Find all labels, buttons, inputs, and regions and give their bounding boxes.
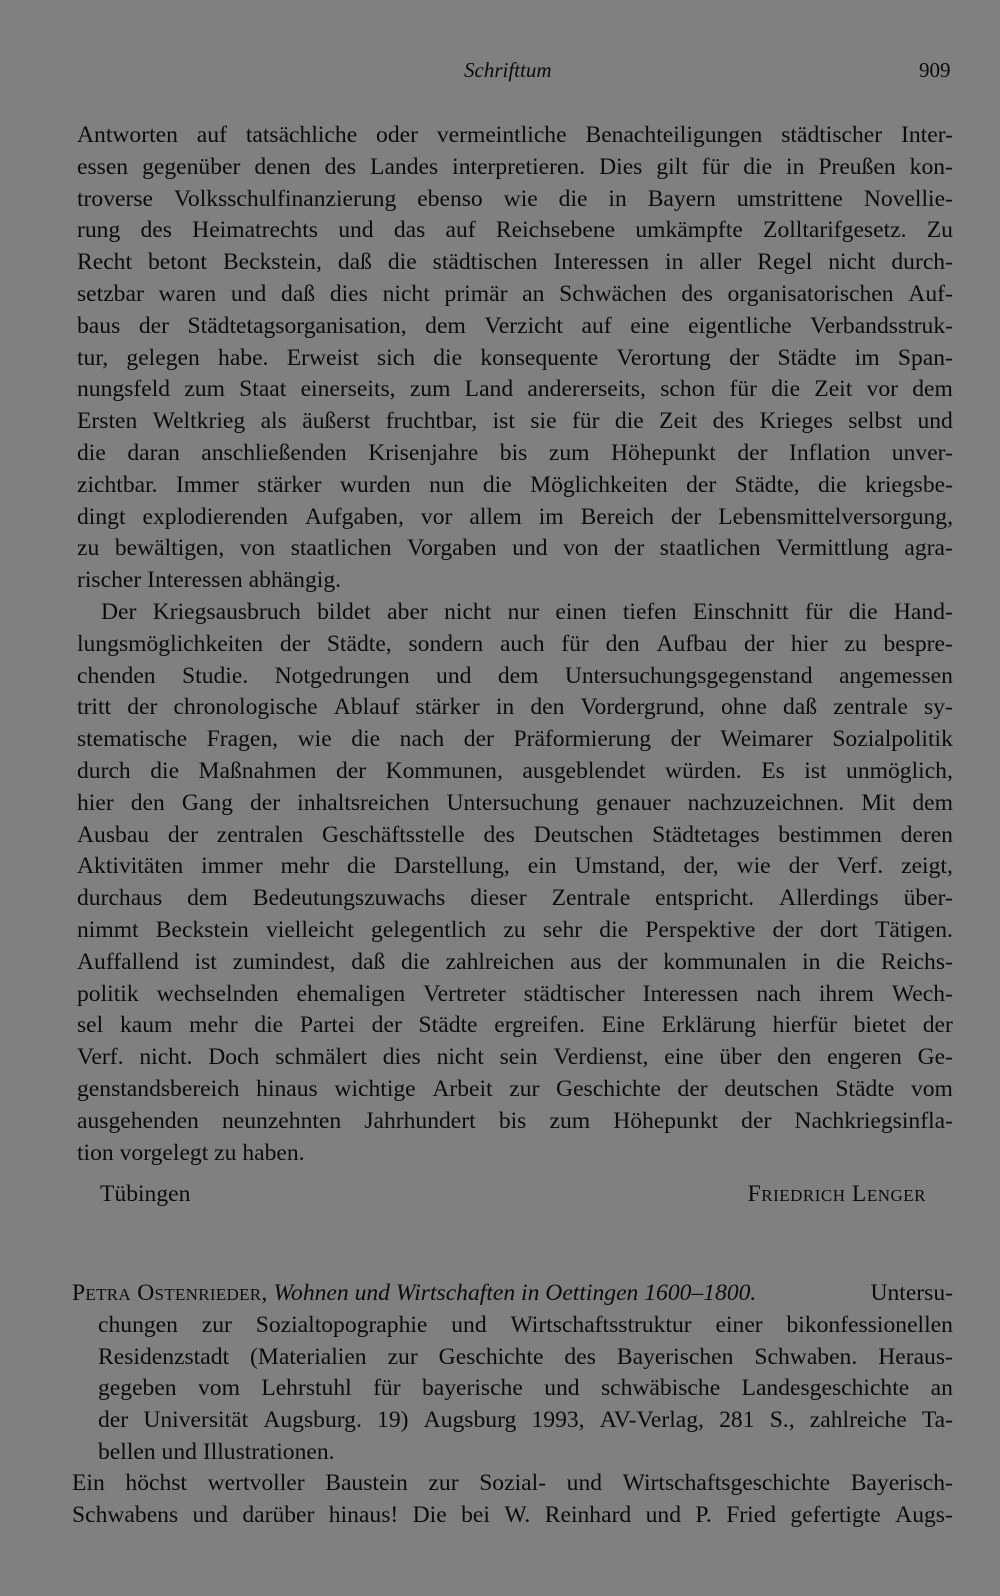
second-review-body	[72, 1468, 953, 1532]
text-line: nimmt Beckstein vielleicht gelegentlich zu sehr die Perspektive der dort Tätigen.	[77, 916, 953, 943]
text-line: rung des Heimatrechts und das auf Reichsebene umkämpfte Zolltarifgesetz. Zu	[77, 217, 953, 244]
text-line: sel kaum mehr die Partei der Städte ergreifen. Eine Erklärung hierfür bietet der	[77, 1012, 953, 1039]
text-line: Aktivitäten immer mehr die Darstellung, ein Umstand, der, wie der Verf. zeigt,	[77, 853, 953, 880]
text-line: troverse Volksschulfinanzierung ebenso wie die in Bayern umstrittene Novellie-	[77, 185, 953, 212]
text-line: stematische Fragen, wie die nach der Präformierung der Weimarer Sozialpolitik	[77, 726, 953, 753]
text-line: setzbar waren und daß dies nicht primär an Schwächen des organisatorischen Auf-	[77, 280, 953, 307]
text-line: tur, gelegen habe. Erweist sich die konsequente Verortung der Städte im Span-	[77, 344, 953, 371]
text-line: rischer Interessen abhängig.	[77, 567, 342, 594]
book-title: Wohnen und Wirtschaften in Oettingen 1600–1800.	[273, 1280, 757, 1306]
reviewer-name: Friedrich Lenger	[747, 1181, 926, 1207]
text-line: Ersten Weltkrieg als äußerst fruchtbar, ist sie für die Zeit des Krieges selbst und	[77, 408, 953, 435]
citation-line: gegeben vom Lehrstuhl für bayerische und schwäbische Landesgeschichte an	[98, 1375, 953, 1402]
text-line: Der Kriegsausbruch bildet aber nicht nur einen tiefen Einschnitt für die Hand-	[101, 598, 953, 625]
text-line: tritt der chronologische Ablauf stärker in den Vordergrund, ohne daß zentrale sy-	[77, 694, 953, 721]
text-line: Ausbau der zentralen Geschäftsstelle des Deutschen Städtetages bestimmen deren	[77, 821, 953, 848]
text-line: dingt explodierenden Aufgaben, vor allem im Bereich der Lebensmittelversorgung,	[77, 503, 953, 530]
citation-line: Residenzstadt (Materialien zur Geschichte des Bayerischen Schwaben. Heraus-	[98, 1343, 953, 1370]
text-line: nungsfeld zum Staat einerseits, zum Land andererseits, schon für die Zeit vor dem	[77, 376, 953, 403]
citation-text: Untersu-	[870, 1280, 953, 1306]
text-line: tion vorgelegt zu haben.	[77, 1139, 305, 1166]
citation-first-line	[72, 1278, 953, 1310]
text-line: Auffallend ist zumindest, daß die zahlreichen aus der kommunalen in die Reichs-	[77, 948, 953, 975]
text-line: Ein höchst wertvoller Baustein zur Sozial- und Wirtschaftsgeschichte Bayerisch-	[72, 1470, 953, 1496]
text-line: durch die Maßnahmen der Kommunen, ausgeblendet würden. Es ist unmöglich,	[77, 757, 953, 784]
text-line: baus der Städtetagsorganisation, dem Verzicht auf eine eigentliche Verbandsstruk-	[77, 312, 953, 339]
text-line: ausgehenden neunzehnten Jahrhundert bis zum Höhepunkt der Nachkriegsinfla-	[77, 1107, 953, 1134]
text-line: Recht betont Beckstein, daß die städtischen Interessen in aller Regel nicht durch-	[77, 249, 953, 276]
signature-place: Tübingen	[100, 1181, 191, 1207]
citation-line: bellen und Illustrationen.	[98, 1438, 335, 1465]
text-line: zu bewältigen, von staatlichen Vorgaben und von der staatlichen Vermittlung agra-	[77, 535, 953, 562]
text-line: lungsmöglichkeiten der Städte, sondern auch für den Aufbau der hier zu bespre-	[77, 630, 953, 657]
text-line: Schwabens und darüber hinaus! Die bei W. Reinhard und P. Fried gefertigte Augs-	[72, 1501, 953, 1528]
text-line: zichtbar. Immer stärker wurden nun die Möglichkeiten der Städte, die kriegsbe-	[77, 471, 953, 498]
review-signature	[100, 1181, 926, 1208]
review-body	[77, 120, 953, 1169]
text-line: chenden Studie. Notgedrungen und dem Untersuchungsgegenstand angemessen	[77, 662, 953, 689]
text-line: Verf. nicht. Doch schmälert dies nicht sein Verdienst, eine über den engeren Ge-	[77, 1044, 953, 1071]
text-line: Antworten auf tatsächliche oder vermeintliche Benachteiligungen städtischer Inter-	[77, 122, 953, 148]
citation-line: der Universität Augsburg. 19) Augsburg 1993, AV-Verlag, 281 S., zahlreiche Ta-	[98, 1407, 953, 1434]
running-title: Schrifttum	[464, 58, 552, 82]
text-line: durchaus dem Bedeutungszuwachs dieser Zentrale entspricht. Allerdings über-	[77, 885, 953, 912]
book-author: Petra Ostenrieder,	[72, 1280, 268, 1306]
text-line: politik wechselnden ehemaligen Vertreter städtischer Interessen nach ihrem Wech-	[77, 980, 953, 1007]
citation-line: chungen zur Sozialtopographie und Wirtschaftsstruktur einer bikonfessionellen	[98, 1311, 953, 1338]
bibliographic-entry	[72, 1278, 953, 1469]
text-line: genstandsbereich hinaus wichtige Arbeit zur Geschichte der deutschen Städte vom	[77, 1075, 953, 1102]
text-line: essen gegenüber denen des Landes interpretieren. Dies gilt für die in Preußen kon-	[77, 153, 953, 180]
text-line: die daran anschließenden Krisenjahre bis zum Höhepunkt der Inflation unver-	[77, 439, 953, 466]
text-line: hier den Gang der inhaltsreichen Untersuchung genauer nachzuzeichnen. Mit dem	[77, 789, 953, 816]
page-number: 909	[919, 58, 951, 82]
